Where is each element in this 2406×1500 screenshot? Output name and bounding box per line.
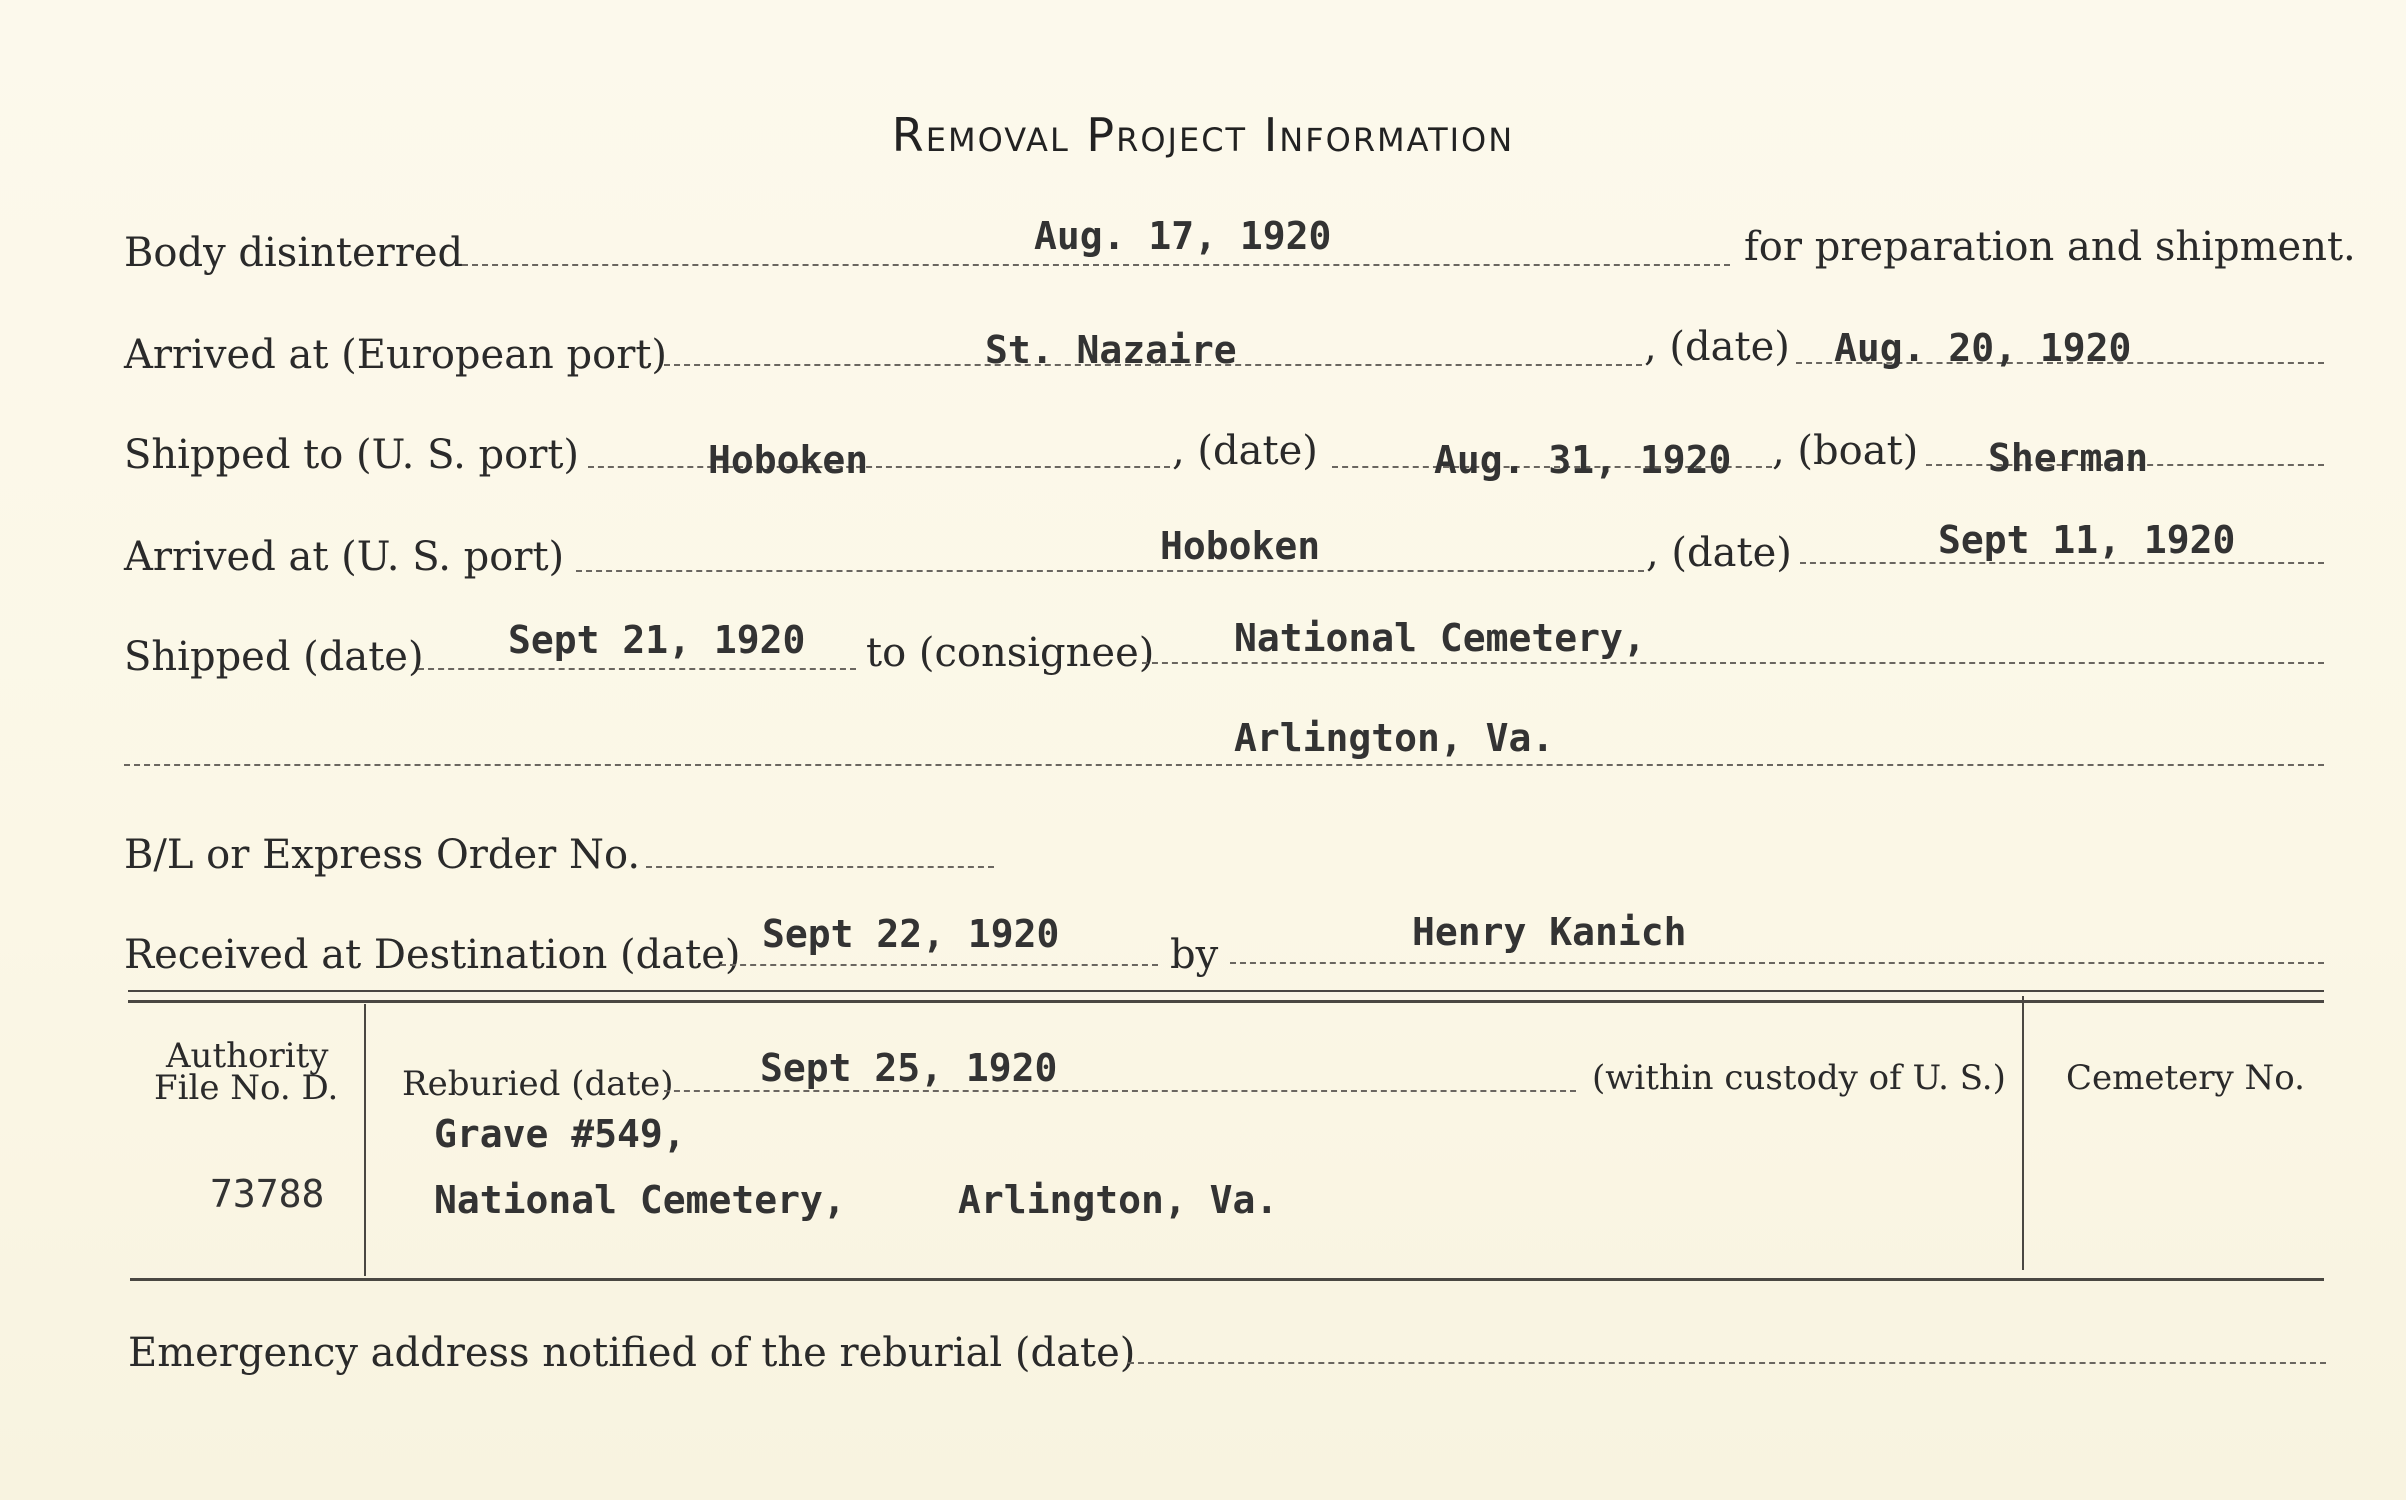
shipped-date-line	[418, 668, 856, 670]
reburied-label: Reburied (date)	[402, 1064, 674, 1104]
cemetery-no-label: Cemetery No.	[2066, 1058, 2305, 1098]
bl-order-line	[646, 866, 994, 868]
boat-value: Sherman	[1988, 436, 2149, 480]
box-top-rule-1	[128, 990, 2324, 992]
body-disinterred-value: Aug. 17, 1920	[1034, 214, 1332, 258]
body-disinterred-label: Body disinterred	[124, 230, 464, 276]
authority-label-2: File No. D.	[154, 1068, 339, 1108]
received-by-value: Henry Kanich	[1412, 910, 1687, 954]
consignee-value-1: National Cemetery,	[1234, 616, 1646, 660]
consignee-label: to (consignee)	[866, 630, 1155, 676]
shipped-us-value: Hoboken	[708, 438, 869, 482]
received-value: Sept 22, 1920	[762, 912, 1060, 956]
emergency-label: Emergency address notified of the reburial (date)	[128, 1330, 1136, 1376]
shipped-date-label: Shipped (date)	[124, 634, 424, 680]
grave-line-2: National Cemetery,	[434, 1178, 846, 1222]
received-by-label: by	[1170, 932, 1219, 978]
grave-line-3: Arlington, Va.	[958, 1178, 1279, 1222]
boat-label: , (boat)	[1772, 428, 1919, 474]
shipped-us-date-label: , (date)	[1172, 428, 1318, 474]
arrived-european-date-label: , (date)	[1644, 324, 1790, 370]
body-disinterred-line	[462, 264, 1730, 266]
arrived-us-date-line	[1800, 562, 2324, 564]
received-label: Received at Destination (date)	[124, 932, 741, 978]
arrived-us-value: Hoboken	[1160, 524, 1321, 568]
arrived-european-value: St. Nazaire	[985, 328, 1237, 372]
box-bottom-rule	[130, 1278, 2324, 1281]
bl-order-label: B/L or Express Order No.	[124, 832, 641, 878]
consignee-line-2	[124, 764, 2324, 766]
reburied-value: Sept 25, 1920	[760, 1046, 1058, 1090]
reburied-line	[664, 1090, 1576, 1092]
box-divider-right	[2022, 996, 2024, 1270]
arrived-us-date-label: , (date)	[1646, 530, 1792, 576]
received-by-line	[1230, 962, 2324, 964]
arrived-us-label: Arrived at (U. S. port)	[124, 534, 565, 580]
shipped-us-line	[588, 466, 1170, 468]
shipped-us-date: Aug. 31, 1920	[1434, 438, 1732, 482]
box-top-rule-2	[128, 1000, 2324, 1003]
body-disinterred-suffix: for preparation and shipment.	[1744, 224, 2356, 270]
arrived-european-date: Aug. 20, 1920	[1834, 326, 2132, 370]
arrived-us-line	[576, 570, 1644, 572]
custody-label: (within custody of U. S.)	[1592, 1058, 2006, 1098]
consignee-value-2: Arlington, Va.	[1234, 716, 1555, 760]
emergency-line	[1128, 1362, 2326, 1364]
box-divider-left	[364, 1004, 366, 1276]
shipped-date-value: Sept 21, 1920	[508, 618, 806, 662]
shipped-us-label: Shipped to (U. S. port)	[124, 432, 579, 478]
arrived-european-label: Arrived at (European port)	[124, 332, 668, 378]
authority-value: 73788	[210, 1172, 325, 1216]
consignee-line	[1142, 662, 2324, 664]
form-title: Removal Project Information	[891, 108, 1515, 162]
grave-line-1: Grave #549,	[434, 1112, 686, 1156]
received-line	[720, 964, 1158, 966]
arrived-us-date: Sept 11, 1920	[1938, 518, 2236, 562]
authority-label-1: Authority	[166, 1036, 329, 1076]
